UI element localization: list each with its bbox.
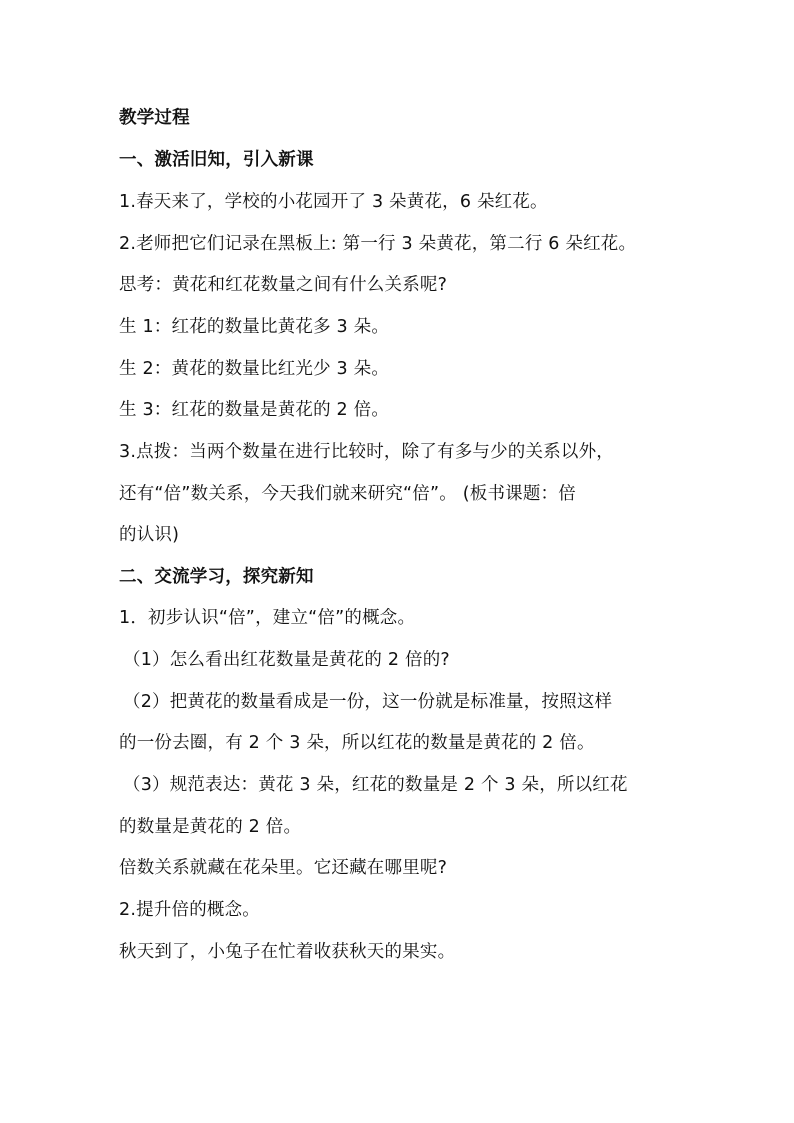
paragraph: （3）规范表达：黄花 3 朵，红花的数量是 2 个 3 朵，所以红花 (123, 775, 628, 795)
paragraph: 1.春天来了，学校的小花园开了 3 朵黄花，6 朵红花。 (119, 192, 548, 212)
paragraph: 3.点拨：当两个数量在进行比较时，除了有多与少的关系以外， (119, 442, 614, 462)
paragraph: （1）怎么看出红花数量是黄花的 2 倍的? (123, 650, 450, 670)
paragraph: 倍数关系就藏在花朵里。它还藏在哪里呢? (119, 858, 448, 878)
paragraph: 生 3：红花的数量是黄花的 2 倍。 (119, 400, 390, 420)
paragraph: 思考：黄花和红花数量之间有什么关系呢? (119, 275, 448, 295)
paragraph: 的一份去圈，有 2 个 3 朵，所以红花的数量是黄花的 2 倍。 (119, 733, 595, 753)
paragraph: 的认识) (119, 525, 180, 545)
paragraph: 生 1：红花的数量比黄花多 3 朵。 (119, 317, 390, 337)
paragraph: 生 2：黄花的数量比红光少 3 朵。 (119, 359, 390, 379)
section-1-heading: 一、激活旧知，引入新课 (119, 150, 314, 170)
paragraph: 还有“倍”数关系，今天我们就来研究“倍”。 (板书课题：倍 (119, 484, 576, 504)
section-2-heading: 二、交流学习，探究新知 (119, 567, 314, 587)
document-title: 教学过程 (119, 108, 190, 128)
paragraph: 的数量是黄花的 2 倍。 (119, 817, 302, 837)
paragraph: 2.提升倍的概念。 (119, 900, 260, 920)
paragraph: 1．初步认识“倍”，建立“倍”的概念。 (119, 608, 416, 628)
paragraph: （2）把黄花的数量看成是一份，这一份就是标准量，按照这样 (123, 692, 613, 712)
paragraph: 秋天到了，小兔子在忙着收获秋天的果实。 (119, 942, 456, 962)
paragraph: 2.老师把它们记录在黑板上: 第一行 3 朵黄花，第二行 6 朵红花。 (119, 234, 637, 254)
